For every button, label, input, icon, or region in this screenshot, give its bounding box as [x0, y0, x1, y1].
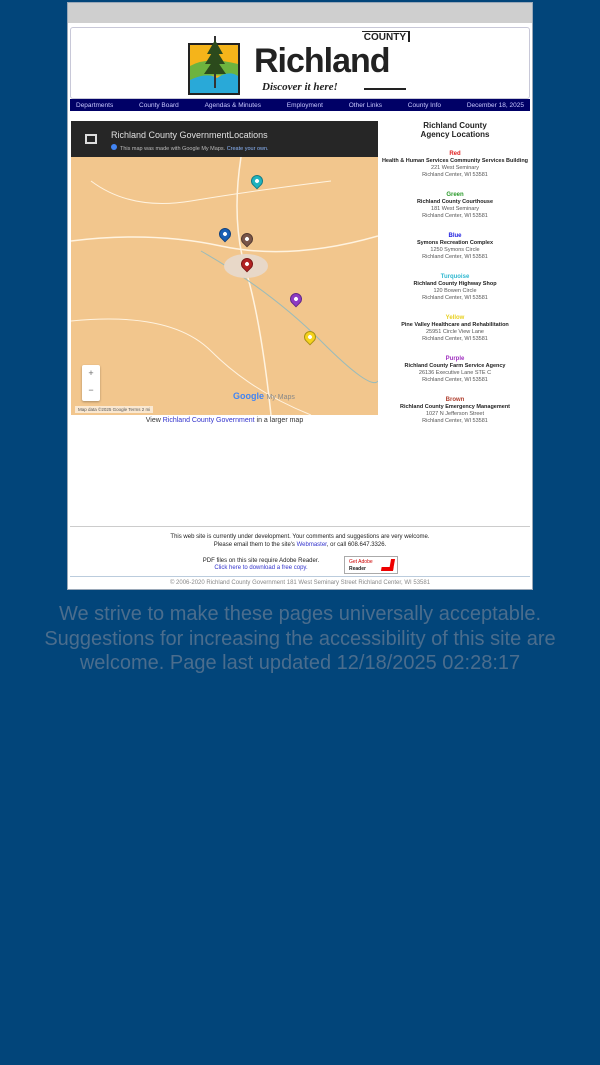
nav-county-board[interactable]: County Board: [139, 101, 179, 109]
larger-map-link[interactable]: Richland County Government: [162, 417, 255, 424]
agency-location: [380, 274, 530, 302]
download-reader-link[interactable]: Click here to download a free copy.: [214, 565, 308, 571]
agency-city: Richland Center, WI 53581: [422, 254, 488, 260]
agency-name: Richland County Courthouse: [416, 199, 494, 205]
agency-city: Richland Center, WI 53581: [422, 377, 488, 383]
nav-other-links[interactable]: Other Links: [348, 101, 382, 109]
divider: [70, 526, 530, 527]
agency-color-label: Purple: [445, 356, 465, 362]
agency-color-label: Brown: [445, 397, 465, 403]
agency-color-label: Yellow: [445, 315, 465, 321]
nav-agendas-minutes[interactable]: Agendas & Minutes: [204, 101, 261, 109]
agency-name: Pine Valley Healthcare and Rehabilitation: [401, 322, 509, 328]
agency-city: Richland Center, WI 53581: [422, 295, 488, 301]
agency-name: Health & Human Services Community Services Building: [381, 158, 529, 164]
agency-name: Richland County Emergency Management: [399, 404, 511, 410]
get-adobe-reader-badge[interactable]: Get Adobe Reader: [344, 556, 398, 574]
map-header: Richland County GovernmentLocations This map was made with Google My Maps. Create your own.: [71, 121, 378, 157]
agency-location: [380, 192, 530, 220]
agency-address: 1027 N Jefferson Street: [426, 411, 484, 417]
map-legend-icon[interactable]: [85, 134, 97, 144]
webmaster-link[interactable]: Webmaster: [296, 542, 327, 548]
county-logo-text[interactable]: [254, 31, 424, 97]
map-title[interactable]: Richland County GovernmentLocations: [111, 130, 268, 140]
logo-county: COUNTY: [362, 31, 410, 42]
agency-address: 120 Bowen Circle: [433, 288, 477, 294]
nav-bar: [70, 99, 530, 111]
agency-city: Richland Center, WI 53581: [422, 213, 488, 219]
agency-location: [380, 315, 530, 343]
agency-address: 26136 Executive Lane STE C: [418, 370, 492, 376]
agency-address: 1250 Symons Circle: [430, 247, 480, 253]
county-logo-emblem[interactable]: [187, 32, 245, 96]
agency-name: Symons Recreation Complex: [416, 240, 494, 246]
agency-color-label: Red: [449, 151, 461, 157]
agency-color-label: Blue: [448, 233, 462, 239]
paddle-icon: [364, 88, 406, 90]
agency-address: 221 West Seminary: [431, 165, 479, 171]
nav-county-info[interactable]: County Info: [407, 101, 442, 109]
agency-address: 25951 Circle View Lane: [426, 329, 484, 335]
agency-location: [380, 233, 530, 261]
map-roads: [71, 121, 378, 415]
pdf-note: PDF files on this site require Adobe Reader. Click here to download a free copy.: [202, 558, 320, 571]
agency-city: Richland Center, WI 53581: [422, 336, 488, 342]
embedded-map[interactable]: [71, 121, 378, 415]
accessibility-statement: We strive to make these pages universally acceptable. Suggestions for increasing the accessibility of this site are welcome. Page last updated 12/18/2025 02:28:17: [44, 603, 556, 674]
zoom-in-button[interactable]: +: [88, 368, 94, 378]
copyright: © 2006-2020 Richland County Government 181 West Seminary Street Richland Center, WI 53581: [70, 576, 530, 588]
header: [70, 27, 530, 99]
agency-title: Richland County Agency Locations: [420, 121, 490, 139]
create-map-link[interactable]: Create your own.: [226, 146, 269, 152]
map-attribution[interactable]: Map data ©2025 Google Terms 2 mi: [75, 406, 153, 413]
zoom-out-button[interactable]: −: [88, 385, 94, 395]
adobe-icon: [381, 559, 395, 571]
top-bar: [68, 3, 532, 23]
development-note: This web site is currently under development. Your comments and suggestions are very welcome. Please email them to the site's Webmaster, or call 608.647.3326.: [170, 534, 430, 548]
agency-color-label: Turquoise: [440, 274, 470, 280]
agency-name: Richland County Farm Service Agency: [404, 363, 506, 369]
nav-date: December 18, 2025: [466, 101, 524, 109]
agency-location: [380, 397, 530, 425]
logo-tagline: Discover it here!: [262, 81, 338, 93]
agency-city: Richland Center, WI 53581: [422, 418, 488, 424]
info-icon: [111, 144, 117, 150]
agency-name: Richland County Highway Shop: [413, 281, 497, 287]
google-logo: Google My Maps: [233, 391, 295, 401]
page-container: COUNTY Richland Discover it here! Departments County Board Agendas & Minutes Employment Other Links County Info December 18, 2025 Richland County GovernmentLocations This map was made with Google My Maps. Create your own. + − Google My Maps Map data ©2025 Google Terms 2 mi View Richland County Government in a larger map Richland County Agency Locations Red Health & Human Services Community Services Building 221 West Seminary Richland Center, WI 53581 Green Richland County Courthouse 181 West Seminary Richland Center, WI 53581 Blue Symons Recreation Complex 1250 Symons Circle Richland Center, WI 53581 Turquoise Richland County Highway Shop 120 Bowen Circle Richland Center, WI 53581 Yellow Pine Valley Healthcare and Rehabilitation 25951 Circle View Lane Richland Center, WI 53581 Purple Richland County Farm Service Agency 26136 Executive Lane STE C Richland Center, WI 53581 Brown Richland County Emergency Management 1027 N Jefferson Street Richland Center, WI 53581 This web site is currently under development. Your comments and suggestions are very welcome. Please email them to the site's Webmaster, or call 608.647.3326. PDF files on this site require Adobe Reader. Click here to download a free copy. Get Adobe Reader © 2006-2020 Richland County Government 181 West Seminary Street Richland Center, WI 53581: [67, 2, 533, 590]
agency-location: [380, 356, 530, 384]
logo-name: Richland: [254, 42, 390, 80]
agency-color-label: Green: [446, 192, 464, 198]
map-zoom-controls: [82, 365, 100, 401]
agency-locations: [380, 121, 530, 438]
nav-departments[interactable]: Departments: [76, 101, 114, 109]
agency-address: 181 West Seminary: [431, 206, 479, 212]
agency-location: [380, 151, 530, 179]
nav-employment[interactable]: Employment: [286, 101, 323, 109]
agency-city: Richland Center, WI 53581: [422, 172, 488, 178]
